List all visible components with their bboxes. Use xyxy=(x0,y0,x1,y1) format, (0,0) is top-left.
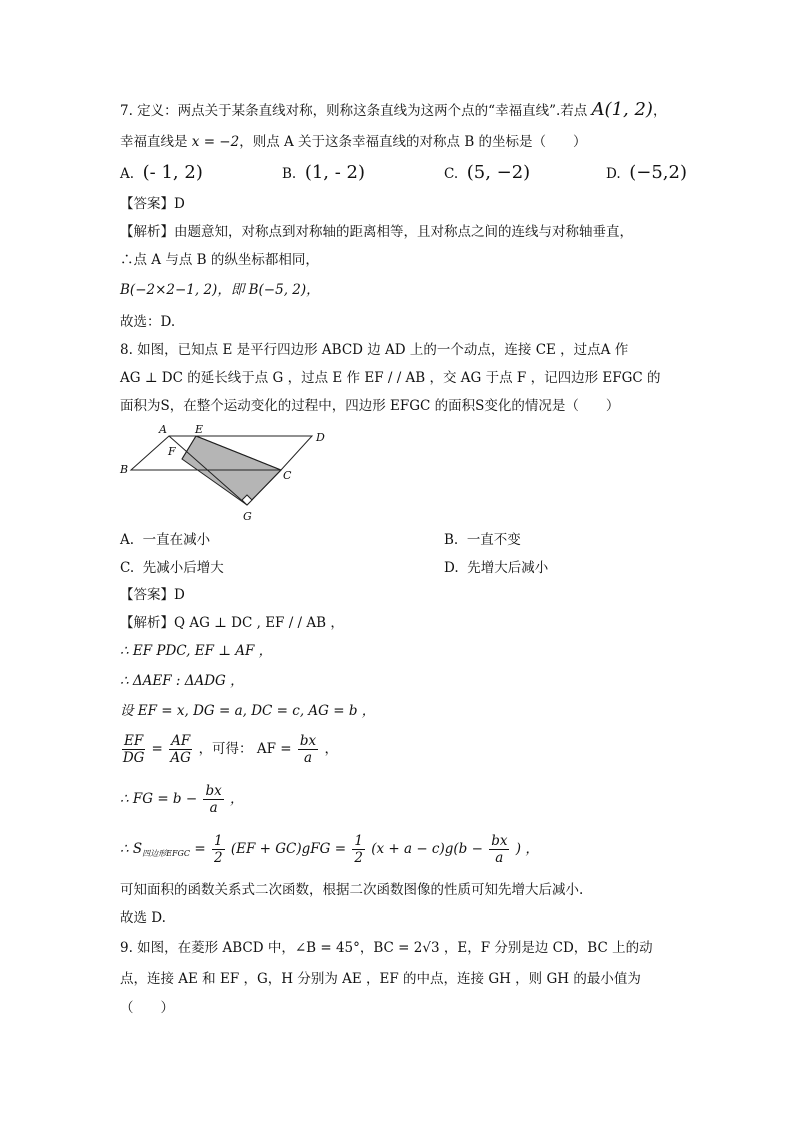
q8-line-3: 面积为S，在整个运动变化的过程中，四边形 EFGC 的面积S变化的情况是（ ） xyxy=(120,398,620,414)
fraction-bx-a-3: $\frac{bx}{a}$ xyxy=(491,833,508,866)
fraction-af-ag: $\frac{AF}{AG}$ xyxy=(170,733,191,766)
q9-line-2: 点，连接 AE 和 EF ，G，H 分别为 AE ，EF 的中点，连接 GH ，则 GH 的最小值为 xyxy=(120,971,641,987)
fraction-ef-dg: $\frac{EF}{DG}$ xyxy=(122,733,145,766)
label-a: A xyxy=(159,423,167,436)
label-b: B xyxy=(120,463,129,476)
q7-option-c: C. (5, −2) xyxy=(444,162,531,183)
q8-step-3: ∴ ΔAEF : ΔADG ， xyxy=(120,673,244,689)
fraction-bx-a-2: $\frac{bx}{a}$ xyxy=(205,783,222,816)
fraction-half-2: $\frac{1}{2}$ xyxy=(354,833,363,866)
q7-option-a: A. (- 1, 2) xyxy=(120,162,203,183)
q8-conclusion-2: 故选 D. xyxy=(120,910,166,926)
q8-step-6: ∴ FG = b − $\frac{bx}{a}$ ， xyxy=(120,783,244,816)
label-e: E xyxy=(195,423,204,436)
q8-option-c: C. 先减小后增大 xyxy=(120,560,224,576)
label-d: D xyxy=(316,431,325,444)
q8-answer: 【答案】D xyxy=(120,587,185,603)
q7-option-b: B. (1, - 2) xyxy=(282,162,366,183)
q8-step-1: 【解析】Q AG ⊥ DC , EF / / AB ， xyxy=(120,615,344,631)
parallelogram-figure xyxy=(115,418,345,528)
q8-option-a: A. 一直在减小 xyxy=(120,532,211,548)
q8-step-4: 设 EF = x, DG = a, DC = c, AG = b ， xyxy=(120,703,376,719)
label-f: F xyxy=(168,445,176,458)
q8-conclusion-1: 可知面积的函数关系式二次函数，根据二次函数图像的性质可知先增大后减小. xyxy=(120,882,584,898)
fraction-half-1: $\frac{1}{2}$ xyxy=(213,833,223,866)
label-c: C xyxy=(283,469,292,482)
label-g: G xyxy=(243,510,252,523)
q7-analysis-3: B(−2×2−1, 2)，即 B(−5, 2)， xyxy=(120,282,320,298)
q8-option-d: D. 先增大后减小 xyxy=(444,560,549,576)
q9-line-1: 9. 如图，在菱形 ABCD 中，∠B = 45°，BC = 2√3 ，E，F 分别是边 CD，BC 上的动 xyxy=(120,940,653,956)
q8-line-2: AG ⊥ DC 的延长线于点 G ，过点 E 作 EF / / AB ，交 AG 于点 F ，记四边形 EFGC 的 xyxy=(120,370,661,386)
q8-option-b: B. 一直不变 xyxy=(444,532,521,548)
q7-answer: 【答案】D xyxy=(120,196,185,212)
fraction-bx-a: $\frac{bx}{a}$ xyxy=(299,733,317,766)
q9-line-3: （ ） xyxy=(120,1000,174,1016)
q7-line-1: 7. 定义：两点关于某条直线对称，则称这条直线为这两个点的“幸福直线”.若点 A(1, 2)， xyxy=(120,99,667,120)
q7-conclusion: 故选：D. xyxy=(120,314,176,330)
q8-line-1: 8. 如图，已知点 E 是平行四边形 ABCD 边 AD 上的一个动点，连接 CE ，过点A 作 xyxy=(120,342,629,358)
q7-analysis-1: 【解析】由题意知，对称点到对称轴的距离相等，且对称点之间的连线与对称轴垂直， xyxy=(120,224,633,240)
q8-step-7: ∴ $S_{四边形EFGC}$ = $\frac{1}{2}$ (EF + GC)gFG = $\frac{1}{2}$ (x + a − c)g(b − $\frac{bx}{a}$ ) ， xyxy=(120,833,539,866)
q8-step-5: $\frac{EF}{DG}$ = $\frac{AF}{AG}$ ，可得： AF = $\frac{bx}{a}$ ， xyxy=(122,733,338,766)
q7-analysis-2: ∴点 A 与点 B 的纵坐标都相同， xyxy=(120,252,319,268)
q8-step-2: ∴ EF PDC, EF ⊥ AF ， xyxy=(120,643,273,659)
q7-option-d: D. (−5,2) xyxy=(606,162,687,183)
q7-line-2: 幸福直线是 x = −2，则点 A 关于这条幸福直线的对称点 B 的坐标是（ ） xyxy=(120,134,587,150)
